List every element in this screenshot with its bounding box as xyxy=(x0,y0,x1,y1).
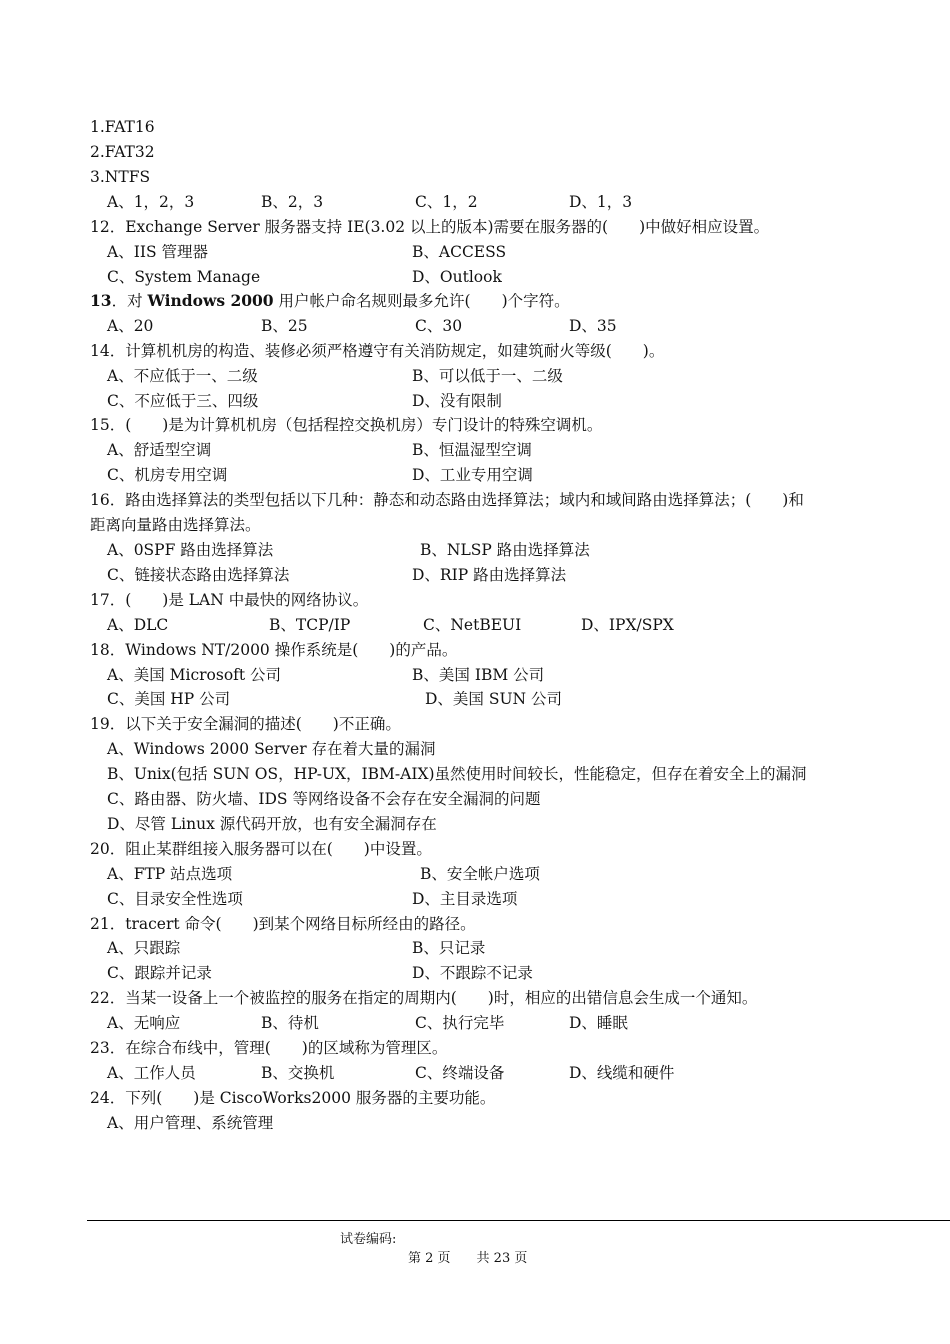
option-c: C、执行完毕 xyxy=(415,1014,505,1032)
footer-divider xyxy=(87,1220,950,1221)
option-a: A、IIS 管理器 xyxy=(107,243,208,261)
option-a: A、工作人员 xyxy=(107,1064,196,1082)
option-d: D、RIP 路由选择算法 xyxy=(412,566,567,584)
option-b: B、交换机 xyxy=(261,1064,335,1082)
option-c: C、System Manage xyxy=(107,268,261,286)
question-number: 13 xyxy=(90,291,112,310)
question-text-pre: ．对 xyxy=(111,292,148,310)
list-item-fat16: 1.FAT16 xyxy=(90,118,155,136)
option-a: A、无响应 xyxy=(107,1014,181,1032)
option-c: C、30 xyxy=(415,317,463,335)
option-d: D、1，3 xyxy=(569,193,633,211)
option-c: C、NetBEUI xyxy=(423,616,522,634)
option-a: A、用户管理、系统管理 xyxy=(107,1114,274,1132)
option-a: A、舒适型空调 xyxy=(107,441,212,459)
option-d: D、主目录选项 xyxy=(412,890,518,908)
list-item-ntfs: 3.NTFS xyxy=(90,168,151,186)
question-13 xyxy=(90,291,570,311)
option-b: B、安全帐户选项 xyxy=(420,865,540,883)
question-20: 20．阻止某群组接入服务器可以在( )中设置。 xyxy=(90,840,432,858)
question-23: 23．在综合布线中，管理( )的区域称为管理区。 xyxy=(90,1039,448,1057)
question-12: 12．Exchange Server 服务器支持 IE(3.02 以上的版本)需要在服务器的( )中做好相应设置。 xyxy=(90,218,770,236)
option-a: A、只跟踪 xyxy=(107,939,181,957)
option-b: B、25 xyxy=(261,317,308,335)
question-19: 19．以下关于安全漏洞的描述( )不正确。 xyxy=(90,715,401,733)
option-b: B、2，3 xyxy=(261,193,324,211)
option-b: B、ACCESS xyxy=(412,243,507,261)
option-c: C、机房专用空调 xyxy=(107,466,228,484)
question-text-post: 用户帐户命名规则最多允许( )个字符。 xyxy=(273,292,570,310)
option-b: B、可以低于一、二级 xyxy=(412,367,563,385)
question-text-bold: Windows 2000 xyxy=(147,291,274,310)
question-24: 24．下列( )是 CiscoWorks2000 服务器的主要功能。 xyxy=(90,1089,496,1107)
option-a: A、不应低于一、二级 xyxy=(107,367,258,385)
option-b: B、恒温湿型空调 xyxy=(412,441,532,459)
option-b: B、美国 IBM 公司 xyxy=(412,666,545,684)
question-16-continued: 距离向量路由选择算法。 xyxy=(90,516,261,534)
option-c: C、链接状态路由选择算法 xyxy=(107,566,290,584)
option-a: A、美国 Microsoft 公司 xyxy=(107,666,282,684)
option-c: C、目录安全性选项 xyxy=(107,890,243,908)
option-d: D、线缆和硬件 xyxy=(569,1064,675,1082)
option-a: A、0SPF 路由选择算法 xyxy=(107,541,274,559)
option-a: A、1，2，3 xyxy=(107,193,195,211)
option-d: D、IPX/SPX xyxy=(581,616,674,634)
option-c: C、不应低于三、四级 xyxy=(107,392,259,410)
option-d: D、美国 SUN 公司 xyxy=(425,690,563,708)
option-d: D、35 xyxy=(569,317,617,335)
option-a: A、FTP 站点选项 xyxy=(107,865,233,883)
question-22: 22．当某一设备上一个被监控的服务在指定的周期内( )时，相应的出错信息会生成一个通知。 xyxy=(90,989,758,1007)
option-c: C、1，2 xyxy=(415,193,478,211)
option-b: B、待机 xyxy=(261,1014,319,1032)
question-16: 16．路由选择算法的类型包括以下几种：静态和动态路由选择算法；域内和域间路由选择算法；( )和 xyxy=(90,491,804,509)
option-b: B、NLSP 路由选择算法 xyxy=(420,541,590,559)
option-c: C、跟踪并记录 xyxy=(107,964,212,982)
page-number: 第 2 页 共 23 页 xyxy=(408,1251,528,1266)
option-d: D、没有限制 xyxy=(412,392,502,410)
list-item-fat32: 2.FAT32 xyxy=(90,143,155,161)
question-21: 21．tracert 命令( )到某个网络目标所经由的路径。 xyxy=(90,915,476,933)
option-d: D、不跟踪不记录 xyxy=(412,964,533,982)
question-17: 17．( )是 LAN 中最快的网络协议。 xyxy=(90,591,369,609)
option-b: B、Unix(包括 SUN OS，HP-UX，IBM-AIX)虽然使用时间较长，性能稳定，但存在着安全上的漏洞 xyxy=(107,765,807,783)
option-c: C、美国 HP 公司 xyxy=(107,690,231,708)
option-a: A、DLC xyxy=(107,616,169,634)
option-b: B、TCP/IP xyxy=(269,616,351,634)
question-18: 18．Windows NT/2000 操作系统是( )的产品。 xyxy=(90,641,458,659)
option-b: B、只记录 xyxy=(412,939,486,957)
option-a: A、Windows 2000 Server 存在着大量的漏洞 xyxy=(107,740,436,758)
option-d: D、睡眠 xyxy=(569,1014,628,1032)
option-c: C、路由器、防火墙、IDS 等网络设备不会存在安全漏洞的问题 xyxy=(107,790,541,808)
option-a: A、20 xyxy=(107,317,154,335)
question-15: 15．( )是为计算机机房（包括程控交换机房）专门设计的特殊空调机。 xyxy=(90,416,603,434)
option-d: D、工业专用空调 xyxy=(412,466,533,484)
option-c: C、终端设备 xyxy=(415,1064,505,1082)
option-d: D、Outlook xyxy=(412,268,502,286)
option-d: D、尽管 Linux 源代码开放，也有安全漏洞存在 xyxy=(107,815,437,833)
question-14: 14．计算机机房的构造、装修必须严格遵守有关消防规定，如建筑耐火等级( )。 xyxy=(90,342,665,360)
exam-code-label: 试卷编码: xyxy=(340,1232,397,1247)
